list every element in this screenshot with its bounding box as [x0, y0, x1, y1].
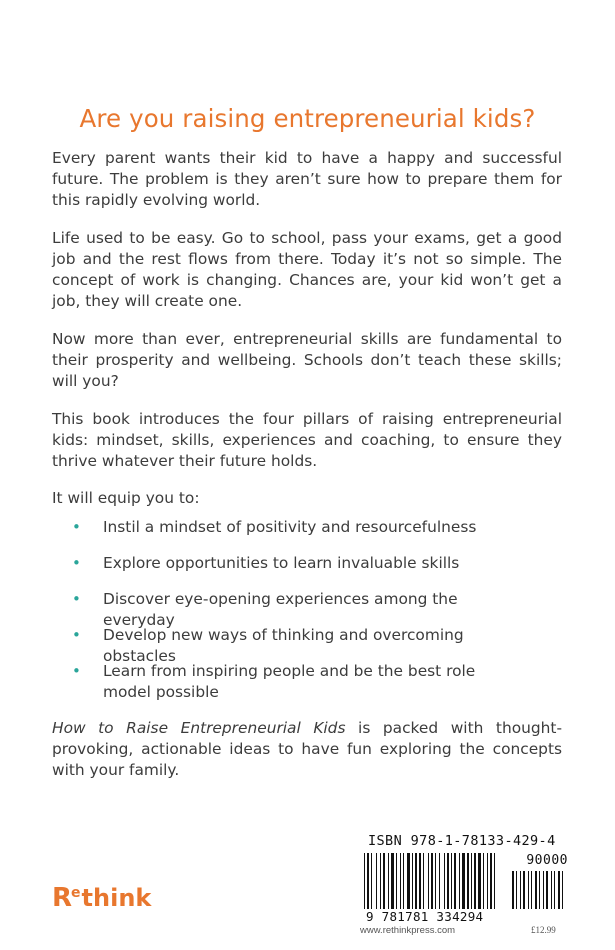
bullet-icon: •: [72, 518, 81, 536]
list-item-text: Learn from inspiring people and be the best role model possible: [103, 662, 476, 701]
bullet-icon: •: [72, 662, 81, 680]
bullet-icon: •: [72, 626, 81, 644]
paragraph-life: Life used to be easy. Go to school, pass your exams, get a good job and the rest flows from there. Today it’s not so simple. The concept of work is changing. Chances are, your kid won’t get a job, they will create one.: [52, 229, 562, 310]
publisher-logo: $R^ethink$: [52, 883, 152, 913]
list-item-text: Instil a mindset of positivity and resourcefulness: [103, 518, 477, 536]
bullet-icon: •: [72, 590, 81, 608]
price-code: 90000: [526, 853, 568, 868]
paragraph-skills: Now more than ever, entrepreneurial skills are fundamental to their prosperity and wellbeing. Schools don’t teach these skills; will you?: [52, 330, 562, 390]
paragraph-pillars: This book introduces the four pillars of raising entrepreneurial kids: mindset, skills, experiences and coaching, to ensure they thrive whatever their future holds.: [52, 410, 562, 470]
paragraph-closing: [52, 718, 562, 781]
list-item-text: Develop new ways of thinking and overcoming obstacles: [103, 626, 464, 665]
isbn-label: ISBN 978-1-78133-429-4: [368, 833, 556, 849]
paragraph-intro: Every parent wants their kid to have a happy and successful future. The problem is they aren’t sure how to prepare them for this rapidly evolving world.: [52, 149, 562, 209]
price: £12.99: [531, 925, 556, 935]
publisher-website: www.rethinkpress.com: [360, 925, 456, 936]
list-item-text: Explore opportunities to learn invaluable skills: [103, 554, 460, 572]
isbn-digits: 9 781781 334294: [366, 909, 484, 924]
closing-text: is packed with thought-provoking, actionable ideas to have fun exploring the concepts with your family.: [52, 719, 563, 779]
paragraph-equip: It will equip you to:: [52, 489, 200, 507]
headline: Are you raising entrepreneurial kids?: [79, 104, 536, 133]
bullet-icon: •: [72, 554, 81, 572]
list-item-text: Discover eye-opening experiences among the everyday: [103, 590, 458, 629]
book-title: How to Raise Entrepreneurial Kids: [52, 719, 346, 737]
